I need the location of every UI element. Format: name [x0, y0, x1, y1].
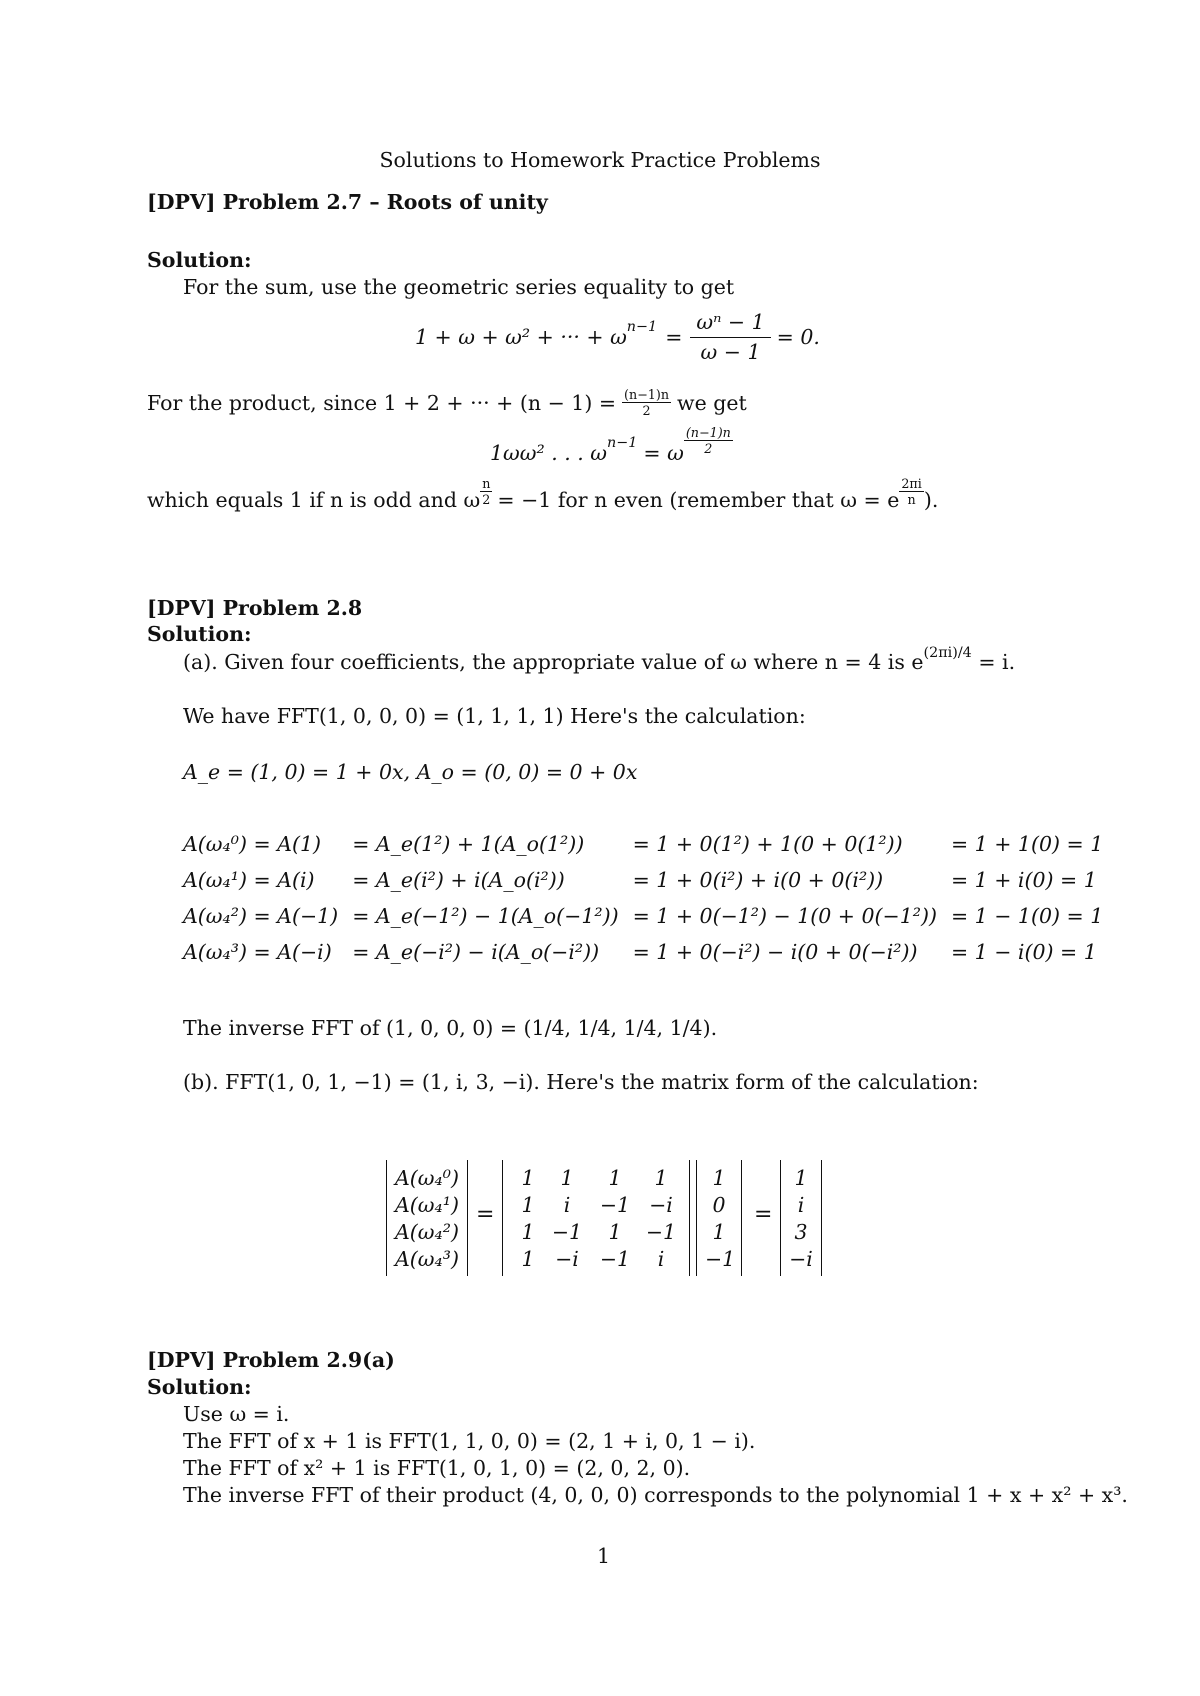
vector-entry: A(ω₄¹)	[395, 1192, 459, 1217]
roots-conclusion-a: which equals 1 if n is odd and ω	[147, 487, 481, 512]
part-b-text: (b). FFT(1, 0, 1, −1) = (1, i, 3, −i). Here's the matrix form of the calculation:	[183, 1070, 979, 1094]
equals-sign: =	[476, 1202, 495, 1227]
table-row	[183, 862, 1117, 898]
solution-label: Solution:	[147, 1375, 252, 1399]
matrix-cell: 1	[521, 1219, 535, 1244]
solution-line: Use ω = i.	[183, 1402, 290, 1426]
page-number: 1	[597, 1544, 611, 1568]
calc-cell: = A_e(1²) + 1(A_o(1²))	[352, 832, 585, 856]
product-intro	[147, 388, 747, 418]
matrix-cell: −1	[599, 1246, 631, 1271]
part-a-main: (a). Given four coefficients, the appropriate value of ω where n = 4 is e	[183, 650, 924, 674]
problem-2-7-heading: [DPV] Problem 2.7 – Roots of unity	[147, 190, 548, 214]
sum-numerator: ωⁿ − 1	[690, 312, 770, 338]
calc-cell: A(ω₄³) = A(−i)	[183, 940, 332, 964]
calc-cell: = A_e(−i²) − i(A_o(−i²))	[352, 940, 600, 964]
matrix-cell: i	[657, 1246, 665, 1271]
matrix-cell: 1	[521, 1165, 535, 1190]
omega-exponent: $\frac{n}{2}$	[482, 476, 491, 508]
product-fraction-num: (n−1)n	[624, 387, 670, 402]
calc-cell: = 1 + 0(−i²) − i(0 + 0(−i²))	[632, 940, 918, 964]
vector-entry: A(ω₄²)	[395, 1219, 459, 1244]
sum-equation: 1 + ω + ω² + ··· + ω $^{n-1}$ = $\frac{\text{ωⁿ − 1}}{\omega - 1}$ = 0.	[415, 310, 820, 364]
calc-cell: = 1 − 1(0) = 1	[950, 904, 1104, 928]
solution-line: The FFT of x + 1 is FFT(1, 1, 0, 0) = (2, 1 + i, 0, 1 − i).	[183, 1429, 756, 1453]
part-a-exponent: (2πi)/4	[923, 645, 972, 662]
product-rhs: = ω	[643, 440, 684, 465]
calc-cell: = 1 + 0(i²) + i(0 + 0(i²))	[632, 868, 884, 892]
problem-2-8-heading: [DPV] Problem 2.8	[147, 596, 363, 620]
sum-rhs: = 0.	[776, 324, 820, 349]
sum-denominator: ω − 1	[700, 339, 761, 364]
fft-result-line: We have FFT(1, 0, 0, 0) = (1, 1, 1, 1) Here's the calculation:	[183, 704, 806, 728]
vector-entry: 1	[712, 1219, 726, 1244]
calc-cell: = 1 + 0(1²) + 1(0 + 0(1²))	[632, 832, 903, 856]
solution-line: The FFT of x² + 1 is FFT(1, 0, 1, 0) = (2, 0, 2, 0).	[183, 1456, 691, 1480]
table-row	[183, 898, 1117, 934]
sum-intro: For the sum, use the geometric series equality to get	[183, 275, 735, 299]
vector-entry: 0	[712, 1192, 726, 1217]
solution-line: The inverse FFT of their product (4, 0, 0, 0) corresponds to the polynomial 1 + x + x² + x³.	[183, 1483, 1128, 1507]
vector-entry: A(ω₄⁰)	[395, 1165, 459, 1190]
roots-conclusion-b: = −1 for n even (remember that ω = e	[497, 487, 900, 512]
sum-lhs: 1 + ω + ω² + ··· + ω	[415, 324, 627, 349]
page-title: Solutions to Homework Practice Problems	[379, 148, 821, 172]
roots-conclusion-c: ).	[923, 487, 939, 512]
product-intro-tail: we get	[677, 390, 747, 415]
vector-entry: 1	[712, 1165, 726, 1190]
product-intro-text: For the product, since 1 + 2 + ··· + (n − 1) =	[147, 390, 617, 415]
matrix-cell: 1	[608, 1165, 622, 1190]
matrix-cell: −1	[551, 1219, 583, 1244]
calc-cell: A(ω₄²) = A(−1)	[183, 904, 339, 928]
matrix-cell: −i	[649, 1192, 673, 1217]
calc-cell: = A_e(i²) + i(A_o(i²))	[352, 868, 565, 892]
matrix-cell: 1	[521, 1192, 535, 1217]
e-exponent: $\frac{2\pi i}{n}$	[901, 476, 922, 508]
product-fraction-den: 2	[642, 403, 651, 419]
vector-entry: 3	[794, 1219, 808, 1244]
dft-matrix	[502, 1160, 690, 1276]
solution-label: Solution:	[147, 248, 252, 272]
calc-cell: = 1 + i(0) = 1	[950, 868, 1097, 892]
vector-entry: 1	[794, 1165, 808, 1190]
matrix-cell: −1	[645, 1219, 677, 1244]
inverse-fft-line: The inverse FFT of (1, 0, 0, 0) = (1/4, 1/4, 1/4, 1/4).	[183, 1016, 718, 1040]
product-fraction	[622, 388, 671, 418]
matrix-cell: 1	[654, 1165, 668, 1190]
table-row	[183, 826, 1117, 862]
vector-entry: i	[797, 1192, 805, 1217]
vector-entry: −1	[705, 1246, 736, 1271]
product-equation: 1ωω² . . . ω $^{n-1}$ = ω $\frac{(n-1)n}{2}$	[490, 425, 731, 465]
vector-entry: −i	[789, 1246, 813, 1271]
product-exponent-fraction	[684, 426, 733, 456]
evaluation-table	[183, 826, 1117, 970]
coefficient-vector	[696, 1160, 742, 1276]
problem-2-9-heading: [DPV] Problem 2.9(a)	[147, 1348, 395, 1372]
part-a-end: = i.	[971, 650, 1016, 674]
roots-conclusion	[147, 476, 939, 515]
ae-ao-line: A_e = (1, 0) = 1 + 0x, A_o = (0, 0) = 0 + 0x	[183, 760, 638, 784]
sum-fraction	[690, 312, 770, 362]
product-exp-den: 2	[704, 441, 713, 457]
matrix-cell: 1	[560, 1165, 574, 1190]
part-a-text	[183, 645, 1016, 674]
table-row	[183, 934, 1117, 970]
equals-sign: =	[754, 1202, 773, 1227]
lhs-vector	[386, 1160, 468, 1276]
matrix-cell: 1	[608, 1219, 622, 1244]
solution-label: Solution:	[147, 622, 252, 646]
matrix-cell: 1	[521, 1246, 535, 1271]
calc-cell: A(ω₄⁰) = A(1)	[183, 832, 322, 856]
matrix-cell: −1	[599, 1192, 631, 1217]
calc-cell: = 1 − i(0) = 1	[950, 940, 1097, 964]
calc-cell: = A_e(−1²) − 1(A_o(−1²))	[352, 904, 619, 928]
product-exp-num: (n−1)n	[685, 425, 731, 440]
calc-cell: A(ω₄¹) = A(i)	[183, 868, 315, 892]
matrix-cell: −i	[555, 1246, 579, 1271]
calc-cell: = 1 + 1(0) = 1	[950, 832, 1104, 856]
vector-entry: A(ω₄³)	[395, 1246, 459, 1271]
product-lhs: 1ωω² . . . ω	[490, 440, 608, 465]
calc-cell: = 1 + 0(−1²) − 1(0 + 0(−1²))	[632, 904, 937, 928]
result-vector	[780, 1160, 822, 1276]
matrix-cell: i	[563, 1192, 571, 1217]
